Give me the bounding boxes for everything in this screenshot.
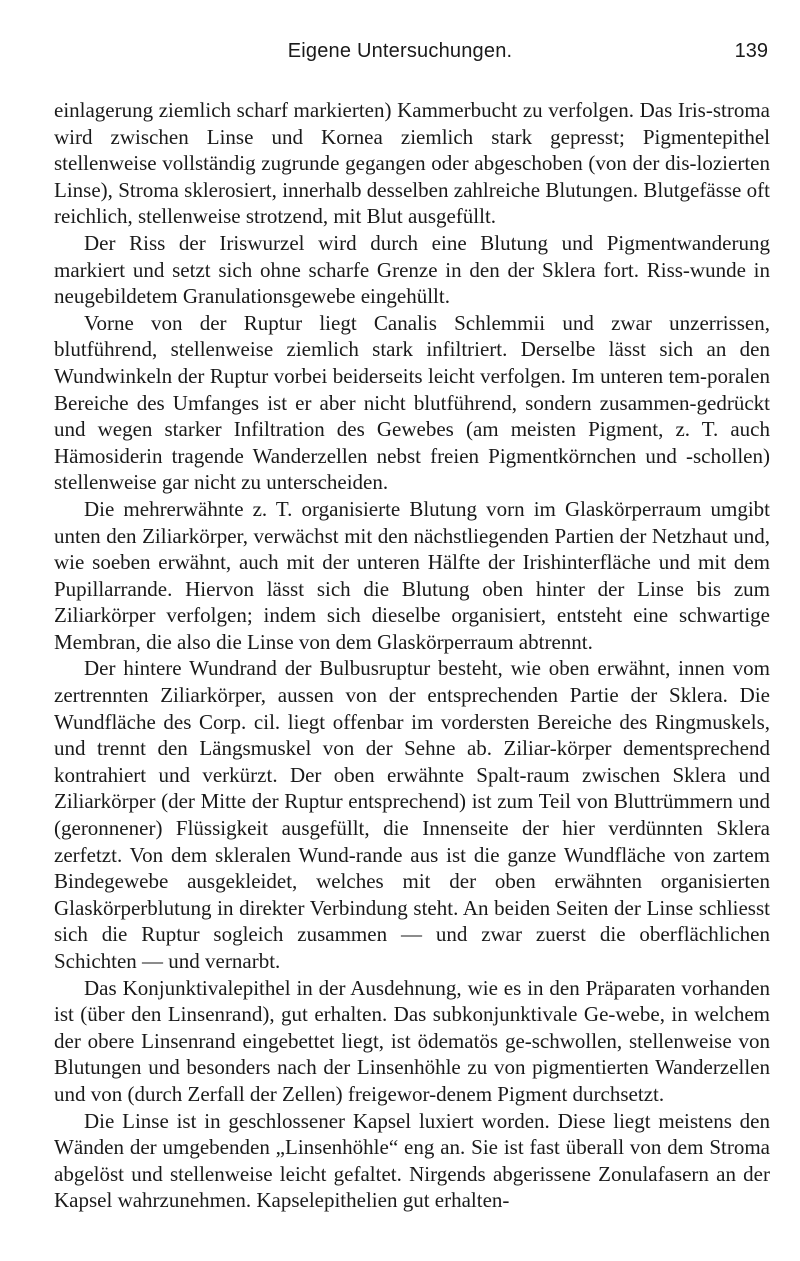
- paragraph: einlagerung ziemlich scharf markierten) Kammerbucht zu verfolgen. Das Iris-stroma wird zwischen Linse und Kornea ziemlich stark gepresst; Pigmentepithel stellenweise vollständig zugrunde gegangen oder abgeschoben (von der dis-lozierten Linse), Stroma sklerosiert, innerhalb desselben zahlreiche Blutungen. Blutgefässe oft reichlich, stellenweise strotzend, mit Blut ausgefüllt.: [54, 98, 770, 229]
- paragraph: Vorne von der Ruptur liegt Canalis Schlemmii und zwar unzerrissen, blutführend, stellenweise ziemlich stark infiltriert. Derselbe lässt sich an den Wundwinkeln der Ruptur vorbei beiderseits leicht verfolgen. Im unteren tem-poralen Bereiche des Umfanges ist er aber nicht blutführend, sondern zusammen-gedrückt und wegen starker Infiltration des Gewebes (am meisten Pigment, z. T. auch Hämosiderin tragende Wanderzellen nebst freien Pigmentkörnchen und -schollen) stellenweise gar nicht zu unterscheiden.: [54, 310, 770, 495]
- paragraph: Der hintere Wundrand der Bulbusruptur besteht, wie oben erwähnt, innen vom zertrennten Ziliarkörper, aussen von der entsprechenden Partie der Sklera. Die Wundfläche des Corp. cil. liegt offenbar im vordersten Bereiche des Ringmuskels, und trennt den Längsmuskel von der Sehne ab. Ziliar-körper dementsprechend kontrahiert und verkürzt. Der oben erwähnte Spalt-raum zwischen Sklera und Ziliarkörper (der Mitte der Ruptur entsprechend) ist zum Teil von Bluttrümmern und (geronnener) Flüssigkeit ausgefüllt, die Innenseite der hier verdünnten Sklera zerfetzt. Von dem skleralen Wund-rande aus ist die ganze Wundfläche von zartem Bindegewebe ausgekleidet, welches mit der oben erwähnten organisierten Glaskörperblutung in direkter Verbindung steht. An beiden Seiten der Linse schliesst sich die Ruptur sogleich zusammen — und zwar zuerst die oberflächlichen Schichten — und vernarbt.: [54, 656, 770, 973]
- paragraph: Die mehrerwähnte z. T. organisierte Blutung vorn im Glaskörperraum umgibt unten den Ziliarkörper, verwächst mit den nächstliegenden Partien der Netzhaut und, wie soeben erwähnt, auch mit der unteren Hälfte der Irishinterfläche und mit dem Pupillarrande. Hiervon lässt sich die Blutung oben hinter der Linse bis zum Ziliarkörper verfolgen; indem sich dieselbe organisiert, entsteht eine schwartige Membran, die also die Linse von dem Glaskörperraum abtrennt.: [54, 496, 770, 654]
- page-number: 139: [734, 40, 768, 62]
- body-text: [54, 97, 770, 1214]
- paragraph: Der Riss der Iriswurzel wird durch eine Blutung und Pigmentwanderung markiert und setzt sich ohne scharfe Grenze in den der Sklera fort. Riss-wunde in neugebildetem Granulationsgewebe eingehüllt.: [54, 230, 770, 309]
- paragraph: Das Konjunktivalepithel in der Ausdehnung, wie es in den Präparaten vorhanden ist (über den Linsenrand), gut erhalten. Das subkonjunktivale Ge-webe, in welchem der obere Linsenrand eingebettet liegt, ist ödematös ge-schwollen, stellenweise von Blutungen und besonders nach der Linsenhöhle zu von pigmentierten Wanderzellen und von (durch Zerfall der Zellen) freigewor-denem Pigment durchsetzt.: [54, 975, 770, 1106]
- paragraph: Die Linse ist in geschlossener Kapsel luxiert worden. Diese liegt meistens den Wänden der umgebenden „Linsenhöhle“ eng an. Sie ist fast überall von dem Stroma abgelöst und stellenweise leicht gefaltet. Nirgends abgerissene Zonulafasern an der Kapsel wahrzunehmen. Kapselepithelien gut erhalten-: [54, 1108, 770, 1213]
- running-header: [0, 40, 800, 70]
- running-title: Eigene Untersuchungen.: [287, 40, 513, 62]
